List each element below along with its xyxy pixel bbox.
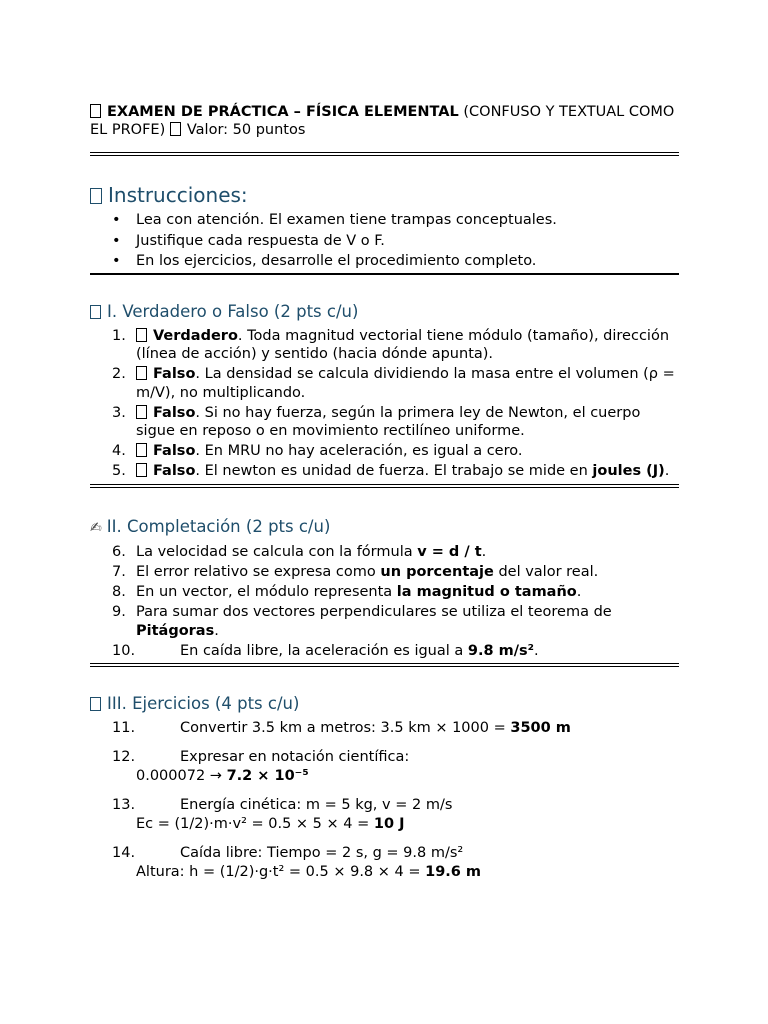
true-false-list (90, 327, 679, 481)
section-3-heading: III. Ejercicios (4 pts c/u) (90, 693, 679, 715)
list-item: 10. En caída libre, la aceleración es igual a 9.8 m/s². (112, 642, 539, 659)
completion-list (90, 543, 679, 660)
exam-header (90, 103, 679, 139)
list-item: 3. Falso. Si no hay fuerza, según la primera ley de Newton, el cuerpo sigue en reposo o en movimiento rectilíneo uniforme. (112, 404, 641, 439)
cross-icon (136, 443, 147, 457)
exercise-list (90, 719, 679, 882)
instructions-heading: Instrucciones: (90, 182, 679, 208)
list-item: 8. En un vector, el módulo representa la magnitud o tamaño. (112, 584, 582, 600)
exam-subtitle: (CONFUSO Y TEXTUAL COMO EL PROFE) (90, 104, 675, 138)
list-item: 4. Falso. En MRU no hay aceleración, es igual a cero. (112, 443, 523, 459)
list-item: 2. Falso. La densidad se calcula dividiendo la masa entre el volumen (ρ = m/V), no multiplicando. (112, 366, 675, 401)
list-item: 9. Para sumar dos vectores perpendiculares se utiliza el teorema de Pitágoras. (112, 604, 612, 639)
exam-title: EXAMEN DE PRÁCTICA – FÍSICA ELEMENTAL (107, 104, 459, 120)
cross-icon (136, 366, 147, 380)
exam-page (90, 103, 679, 892)
list-item: 1. Verdadero. Toda magnitud vectorial tiene módulo (tamaño), dirección (línea de acción) y sentido (hacia dónde apunta). (112, 327, 670, 362)
list-item: 13. Energía cinética: m = 5 kg, v = 2 m/s Ec = (1/2)·m·v² = 0.5 × 5 × 4 = 10 J (112, 797, 453, 832)
list-item: • En los ejercicios, desarrolle el procedimiento completo. (90, 251, 679, 272)
check-icon (136, 328, 147, 342)
writing-hand-icon: ✍ (90, 520, 102, 536)
exam-value: Valor: 50 puntos (186, 122, 306, 138)
list-item: 14. Caída libre: Tiempo = 2 s, g = 9.8 m/s² Altura: h = (1/2)·g·t² = 0.5 × 9.8 × 4 = 19.6 m (112, 845, 482, 880)
list-item: 11. Convertir 3.5 km a metros: 3.5 km × 1000 = 3500 m (112, 719, 571, 736)
clipboard-icon (90, 188, 102, 204)
section-2-heading: ✍ II. Completación (2 pts c/u) (90, 517, 331, 536)
list-item: 5. Falso. El newton es unidad de fuerza. El trabajo se mide en joules (J). (112, 463, 670, 479)
list-item: • Justifique cada respuesta de V o F. (90, 231, 679, 252)
checkbox-icon (90, 305, 101, 319)
list-item: • Lea con atención. El examen tiene trampas conceptuales. (90, 210, 679, 231)
document-icon (90, 104, 101, 118)
instructions-list (90, 210, 679, 272)
cross-icon (136, 463, 147, 477)
calculator-icon (90, 697, 101, 711)
list-item: 12. Expresar en notación científica: 0.000072 → 7.2 × 10⁻⁵ (112, 749, 410, 784)
cross-icon (136, 405, 147, 419)
section-1-heading: I. Verdadero o Falso (2 pts c/u) (90, 301, 679, 323)
list-item: 6. La velocidad se calcula con la fórmula v = d / t. (112, 544, 487, 560)
target-icon (170, 122, 181, 136)
list-item: 7. El error relativo se expresa como un porcentaje del valor real. (112, 564, 599, 580)
